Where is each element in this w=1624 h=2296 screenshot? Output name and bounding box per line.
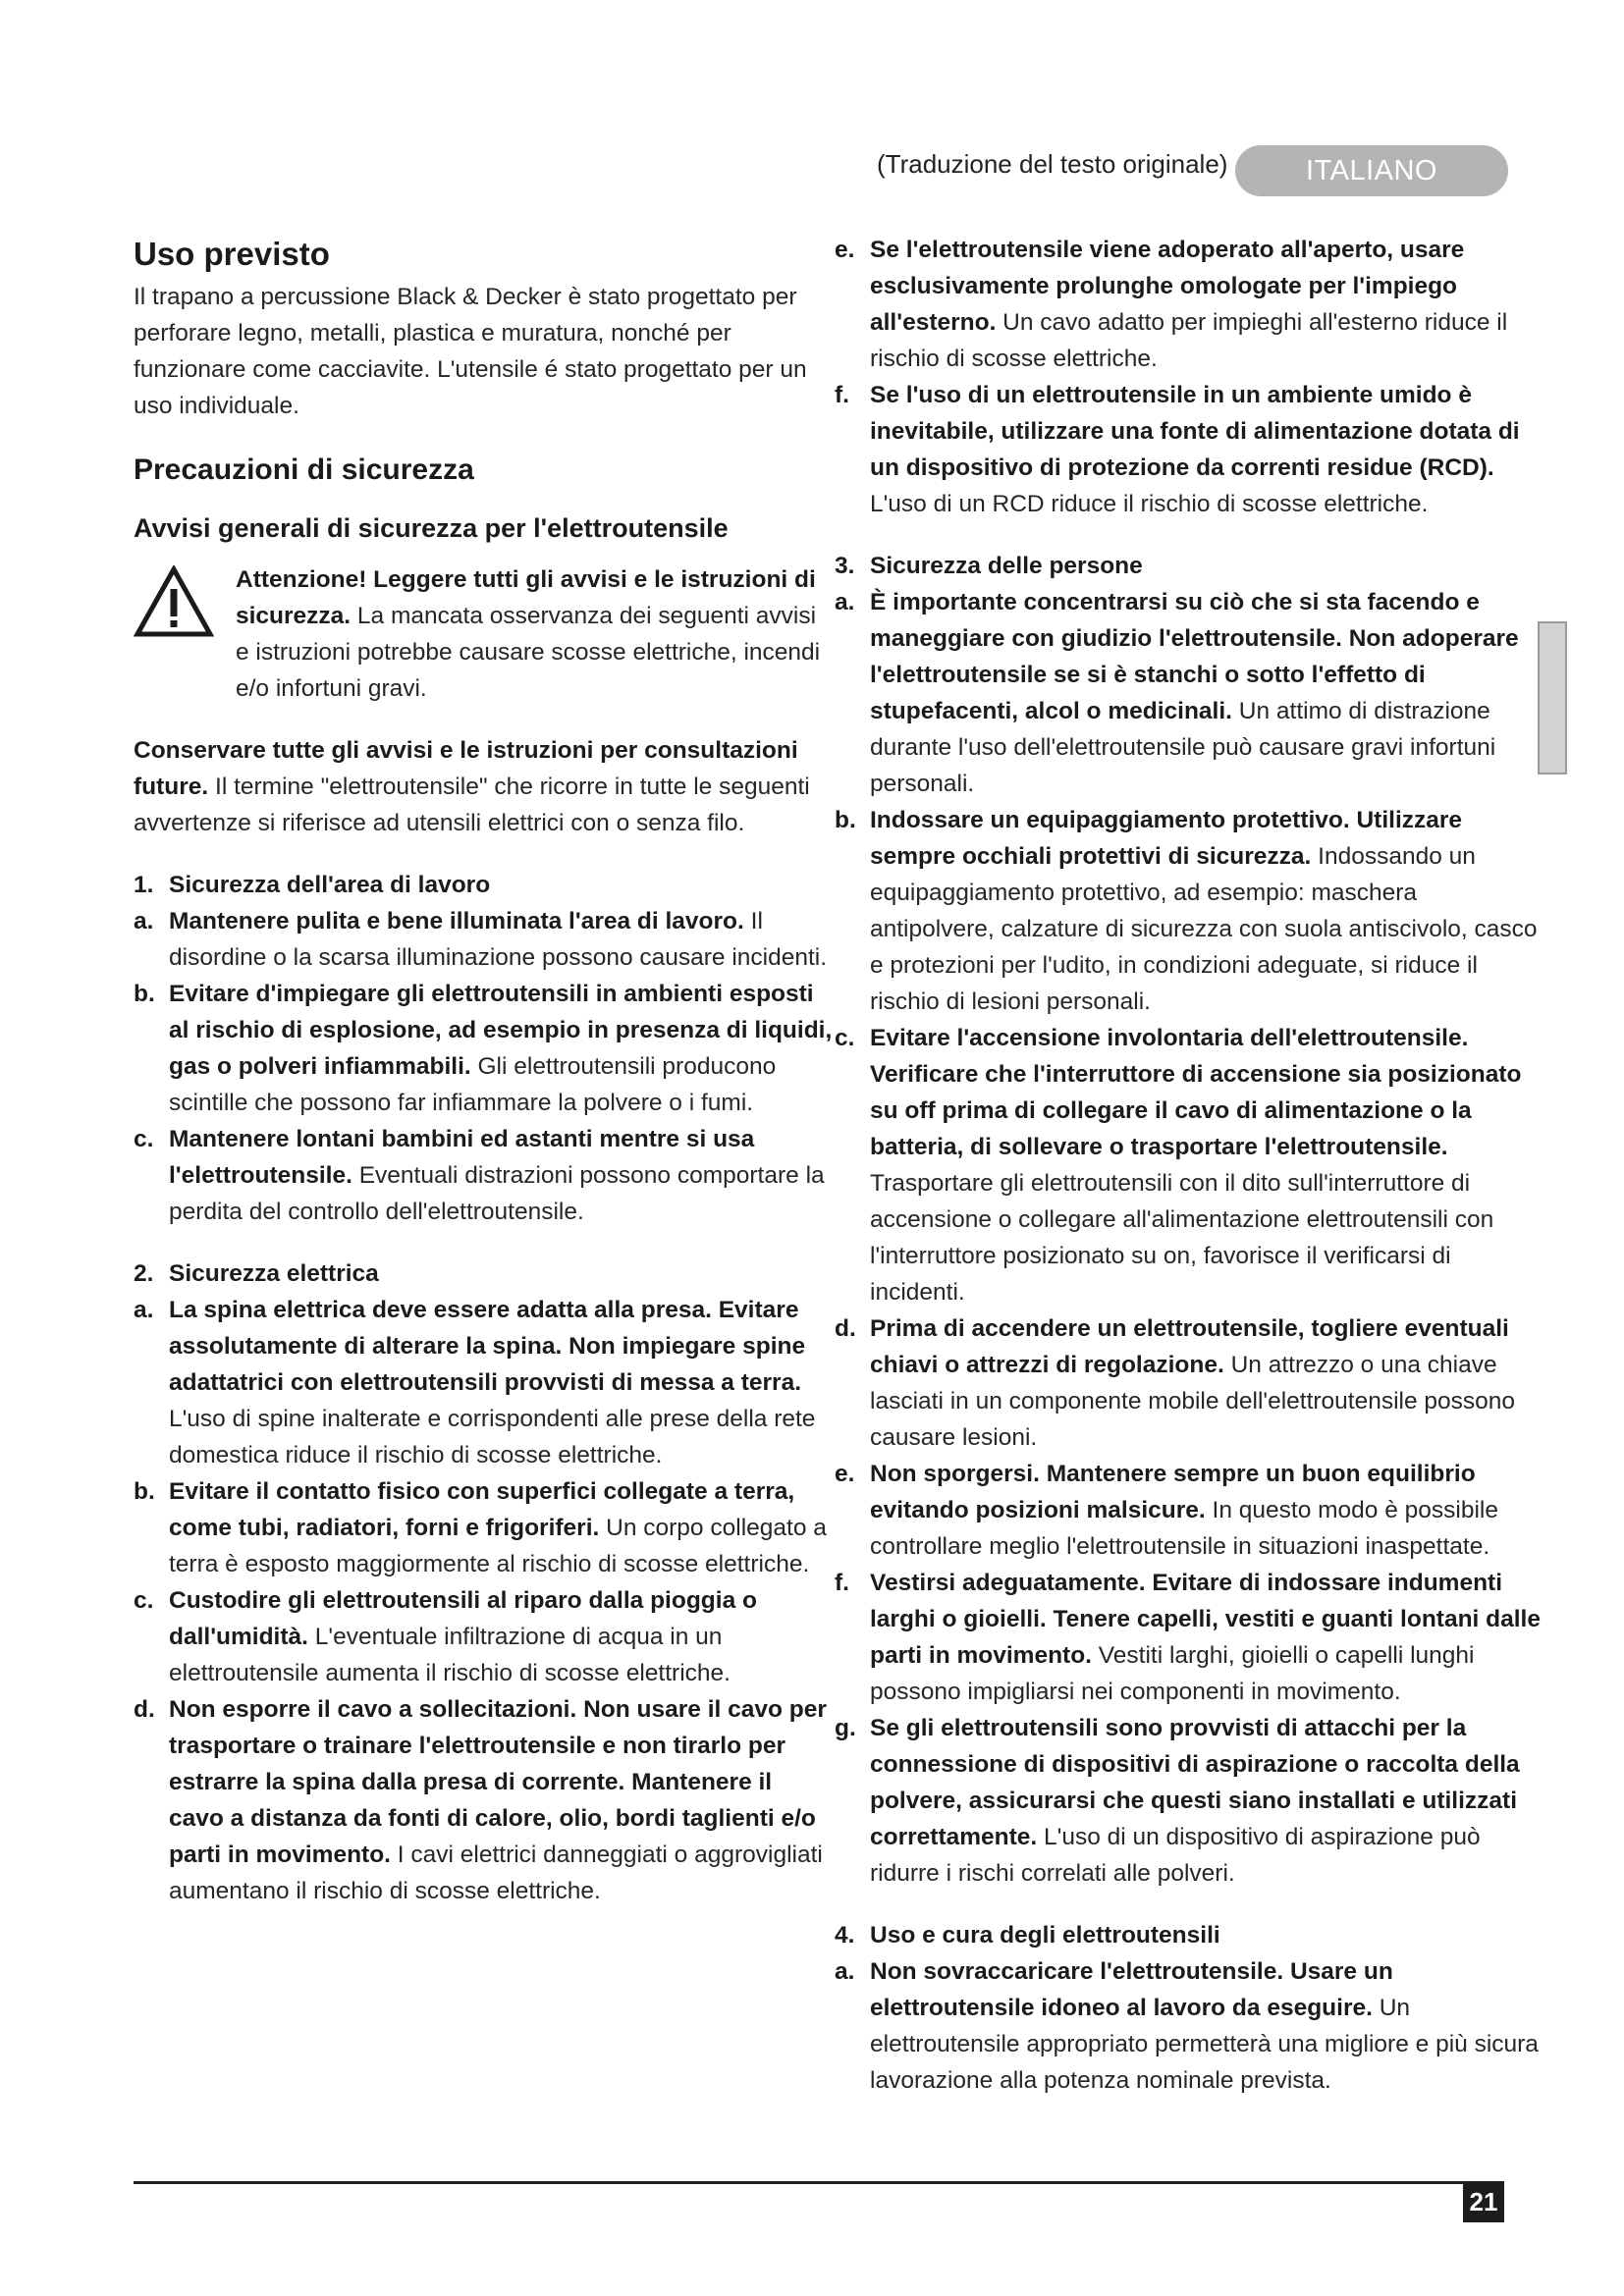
uso-previsto-text: Il trapano a percussione Black & Decker è stato progettato per perforare legno, metalli, plastica e muratura, nonché per funzionare come cacciavite. L'utensile é stato progettato per un uso individuale.	[134, 284, 807, 419]
conservare-bold: Conservare tutte gli avvisi e le istruzioni per consultazioni future.	[134, 737, 798, 800]
heading-avvisi: Avvisi generali di sicurezza per l'elettroutensile	[134, 513, 729, 543]
heading-precauzioni: Precauzioni di sicurezza	[134, 454, 474, 486]
list-item: d. Non esporre il cavo a sollecitazioni. Non usare il cavo per trasportare o trainare l'elettroutensile e non tirarlo per estrarre la spina dalla presa di corrente. Mantenere il cavo a distanza da fonti di calore, olio, bordi taglienti e/o parti in movimento. I cavi elettrici danneggiati o aggrovigliati aumentano il rischio di scosse elettriche.	[134, 1696, 827, 1904]
translation-note: (Traduzione del testo originale)	[877, 149, 1228, 179]
warning-triangle-icon	[134, 561, 236, 707]
warning-body: La mancata osservanza dei seguenti avvisi e istruzioni potrebbe causare scosse elettriche, incendi e/o infortuni gravi.	[236, 603, 821, 702]
section-3-heading: 3. Sicurezza delle persone	[835, 553, 1143, 579]
conservare-paragraph	[134, 732, 833, 841]
page-number: 21	[1463, 2181, 1504, 2222]
section-4-heading: 4. Uso e cura degli elettroutensili	[835, 1922, 1220, 1949]
list-item: c. Evitare l'accensione involontaria dell'elettroutensile. Verificare che l'interruttore di accensione sia posizionato su off prima di collegare il cavo di alimentazione o la batteria, di sollevare o trasportare l'elettroutensile. Trasportare gli elettroutensili con il dito sull'interruttore di accensione o collegare all'alimentazione elettroutensili con l'interruttore posizionato su on, favorisce il verificarsi di incidenti.	[835, 1025, 1522, 1306]
list-item: b. Evitare il contatto fisico con superfici collegate a terra, come tubi, radiatori, forni e frigoriferi. Un corpo collegato a terra è esposto maggiormente al rischio di scosse elettriche.	[134, 1478, 827, 1577]
list-item: a. La spina elettrica deve essere adatta alla presa. Evitare assolutamente di alterare la spina. Non impiegare spine adattatrici con elettroutensili provvisti di messa a terra. L'uso di spine inalterate e corrispondenti alle prese della rete domestica riduce il rischio di scosse elettriche.	[134, 1297, 816, 1468]
list-item: a. È importante concentrarsi su ciò che si sta facendo e maneggiare con giudizio l'elettroutensile. Non adoperare l'elettroutensile se si è stanchi o sotto l'effetto di stupefacenti, alcol o medicinali. Un attimo di distrazione durante l'uso dell'elettroutensile può causare gravi infortuni personali.	[835, 589, 1519, 797]
footer-rule	[134, 2181, 1498, 2184]
section-2-heading: 2. Sicurezza elettrica	[134, 1260, 379, 1287]
right-column	[835, 232, 1543, 2099]
list-item: c. Custodire gli elettroutensili al riparo dalla pioggia o dall'umidità. L'eventuale infiltrazione di acqua in un elettroutensile aumenta il rischio di scosse elettriche.	[134, 1587, 757, 1686]
heading-uso-previsto: Uso previsto	[134, 236, 330, 272]
section-1-heading: 1. Sicurezza dell'area di lavoro	[134, 872, 491, 898]
list-item: c. Mantenere lontani bambini ed astanti mentre si usa l'elettroutensile. Eventuali distrazioni possono comportare la perdita del controllo dell'elettroutensile.	[134, 1126, 825, 1225]
list-item: e. Non sporgersi. Mantenere sempre un buon equilibrio evitando posizioni malsicure. In questo modo è possibile controllare meglio l'elettroutensile in situazioni inaspettate.	[835, 1461, 1499, 1560]
list-item: f. Se l'uso di un elettroutensile in un ambiente umido è inevitabile, utilizzare una fonte di alimentazione dotata di un dispositivo di protezione da correnti residue (RCD). L'uso di un RCD riduce il rischio di scosse elettriche.	[835, 382, 1520, 517]
list-item: a. Mantenere pulita e bene illuminata l'area di lavoro. Il disordine o la scarsa illuminazione possono causare incidenti.	[134, 908, 828, 971]
warning-bold: Attenzione! Leggere tutti gli avvisi e le istruzioni di sicurezza.	[236, 566, 816, 629]
warning-text	[236, 561, 833, 707]
list-item: b. Indossare un equipaggiamento protettivo. Utilizzare sempre occhiali protettivi di sicurezza. Indossando un equipaggiamento protettivo, ad esempio: maschera antipolvere, calzature di sicurezza con suola antiscivolo, casco e protezioni per l'udito, in condizioni adeguate, si riduce il rischio di lesioni personali.	[835, 807, 1538, 1015]
list-item: d. Prima di accendere un elettroutensile, togliere eventuali chiavi o attrezzi di regolazione. Un attrezzo o una chiave lasciati in un componente mobile dell'elettroutensile possono causare lesioni.	[835, 1315, 1516, 1451]
list-item: a. Non sovraccaricare l'elettroutensile. Usare un elettroutensile idoneo al lavoro da eseguire. Un elettroutensile appropriato permetterà una migliore e più sicura lavorazione alla potenza nominale prevista.	[835, 1958, 1539, 2094]
list-item: b. Evitare d'impiegare gli elettroutensili in ambienti esposti al rischio di esplosione, ad esempio in presenza di liquidi, gas o polveri infiammabili. Gli elettroutensili producono scintille che possono far infiammare la polvere o i fumi.	[134, 981, 833, 1116]
list-item: f. Vestirsi adeguatamente. Evitare di indossare indumenti larghi o gioielli. Tenere capelli, vestiti e guanti lontani dalle parti in movimento. Vestiti larghi, gioielli o capelli lunghi possono impigliarsi nei componenti in movimento.	[835, 1570, 1541, 1705]
conservare-body: Il termine "elettroutensile" che ricorre in tutte le seguenti avvertenze si riferisce ad utensili elettrici con o senza filo.	[134, 774, 810, 836]
left-column	[134, 232, 833, 1909]
list-item: e. Se l'elettroutensile viene adoperato all'aperto, usare esclusivamente prolunghe omologate per l'impiego all'esterno. Un cavo adatto per impieghi all'esterno riduce il rischio di scosse elettriche.	[835, 237, 1508, 372]
language-badge: ITALIANO	[1235, 145, 1508, 196]
warning-block	[134, 561, 833, 707]
list-item: g. Se gli elettroutensili sono provvisti di attacchi per la connessione di dispositivi di aspirazione o raccolta della polvere, assicurarsi che questi siano installati e utilizzati correttamente. L'uso di un dispositivo di aspirazione può ridurre i rischi correlati alle polveri.	[835, 1715, 1520, 1887]
